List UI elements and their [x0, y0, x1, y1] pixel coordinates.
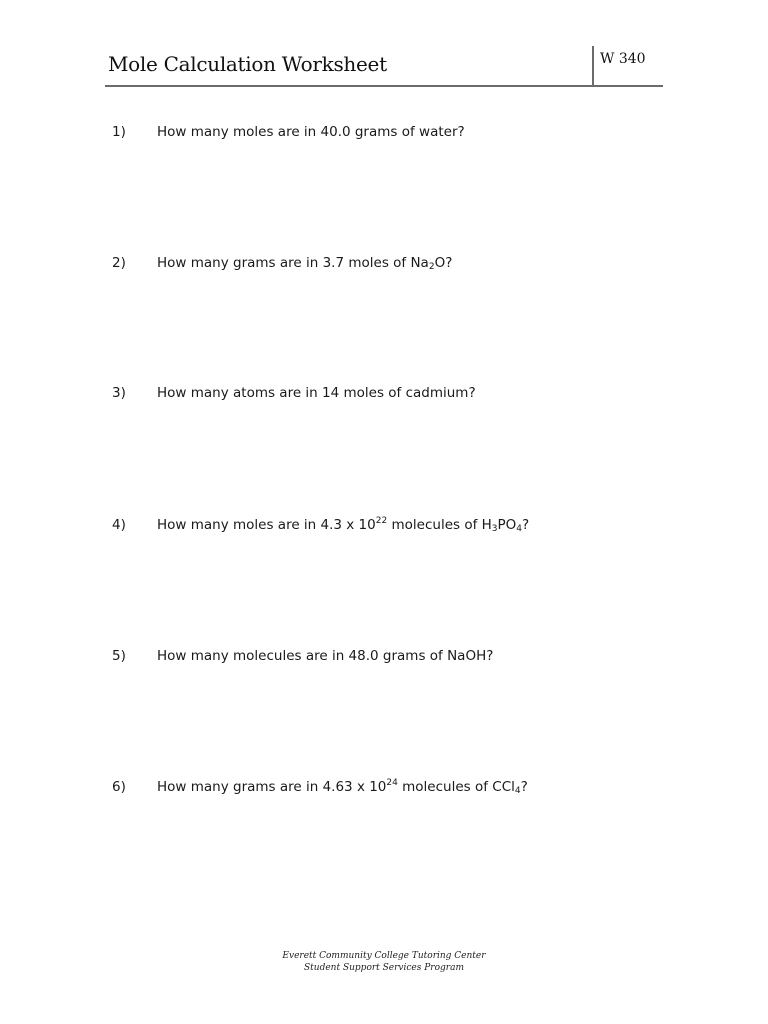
superscript: 22 [375, 516, 388, 526]
superscript: 24 [386, 778, 398, 788]
footer [0, 950, 768, 974]
question-text-segment: How many grams are in 4.63 x 10 [157, 779, 387, 795]
question-text [157, 385, 476, 401]
question-text-segment: molecules of H [387, 517, 492, 533]
question-text-segment: How many moles are in 4.3 x 10 [157, 517, 376, 533]
question-6 [112, 779, 528, 795]
page-title: Mole Calculation Worksheet [108, 52, 387, 76]
question-2 [112, 255, 452, 271]
question-text-segment: O? [434, 255, 453, 271]
question-text-segment: ? [522, 517, 530, 533]
question-text-segment: How many moles are in 40.0 grams of water? [157, 124, 465, 140]
question-text-segment: How many molecules are in 48.0 grams of NaOH? [157, 648, 494, 664]
question-number: 1) [112, 124, 126, 140]
subscript: 3 [491, 524, 498, 534]
subscript: 2 [428, 262, 435, 272]
question-number: 4) [112, 517, 126, 533]
question-text [157, 255, 452, 271]
question-text-segment: How many atoms are in 14 moles of cadmium? [157, 385, 476, 401]
question-3 [112, 385, 476, 401]
question-text [157, 517, 529, 533]
question-5 [112, 648, 493, 664]
footer-line-1: Everett Community College Tutoring Center [282, 951, 486, 961]
question-text [157, 648, 493, 664]
question-text-segment: How many grams are in 3.7 moles of Na [157, 255, 429, 271]
question-1 [112, 124, 465, 140]
question-text [157, 124, 465, 140]
worksheet-code: W 340 [600, 51, 646, 67]
header-divider [592, 46, 594, 85]
question-number: 5) [112, 648, 126, 664]
question-text-segment: molecules of CCl [397, 779, 515, 795]
subscript: 4 [514, 786, 521, 796]
question-4 [112, 517, 529, 533]
question-number: 2) [112, 255, 126, 271]
question-number: 3) [112, 385, 126, 401]
question-text-segment: PO [497, 517, 517, 533]
question-text-segment: ? [520, 779, 528, 795]
subscript: 4 [516, 524, 523, 534]
footer-line-2: Student Support Services Program [304, 963, 464, 973]
question-text [157, 779, 528, 795]
question-number: 6) [112, 779, 126, 795]
